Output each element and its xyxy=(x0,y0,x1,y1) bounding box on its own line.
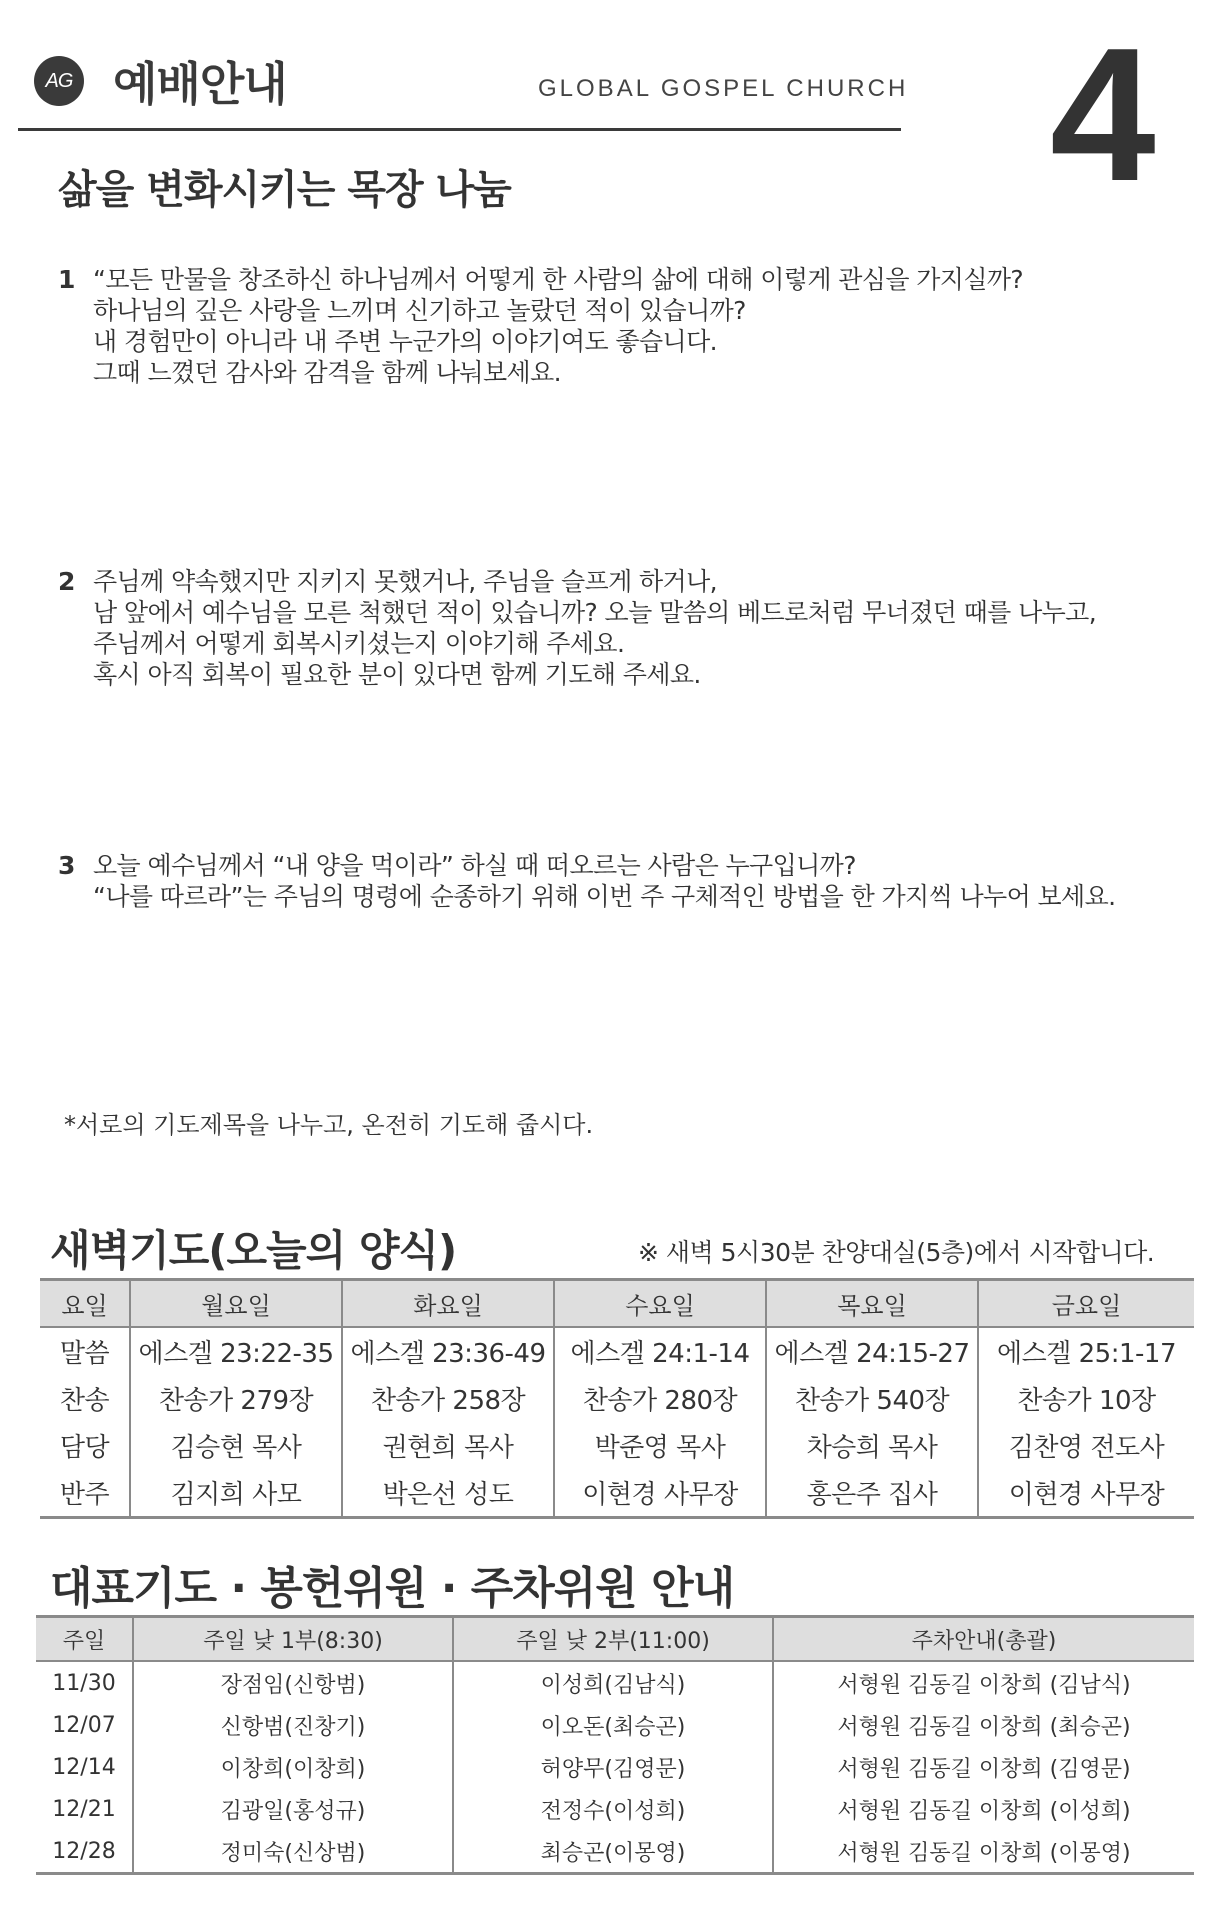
table-cell: 전정수(이성희) xyxy=(453,1788,773,1830)
date-cell: 11/30 xyxy=(52,1670,116,1696)
question-line: 내 경험만이 아니라 내 주변 누군가의 이야기여도 좋습니다. xyxy=(93,327,717,356)
table-header-row xyxy=(40,1280,1194,1328)
column-header: 월요일 xyxy=(130,1280,342,1328)
church-name: GLOBAL GOSPEL CHURCH xyxy=(538,75,909,102)
question-line: 하나님의 깊은 사랑을 느끼며 신기하고 놀랐던 적이 있습니까? xyxy=(93,296,746,325)
table-cell: 찬송가 280장 xyxy=(554,1375,766,1422)
table-cell: 에스겔 23:36-49 xyxy=(342,1327,554,1375)
table-cell: 장점임(신항범) xyxy=(133,1661,453,1704)
row-label: 반주 xyxy=(40,1469,130,1518)
table-row xyxy=(40,1469,1194,1518)
date-cell: 12/21 xyxy=(52,1796,116,1822)
table-cell: 서형원 김동길 이창희 (이성희) xyxy=(773,1788,1194,1830)
table-cell: 이현경 사무장 xyxy=(978,1469,1194,1518)
question-number: 1 xyxy=(58,265,76,294)
column-header: 주차안내(총괄) xyxy=(773,1617,1194,1662)
question-line: 남 앞에서 예수님을 모른 척했던 적이 있습니까? 오늘 말씀의 베드로처럼 무너졌던 때를 나누고, xyxy=(93,598,1097,627)
question-line: 그때 느꼈던 감사와 감격을 함께 나눠보세요. xyxy=(93,358,561,387)
column-header: 목요일 xyxy=(766,1280,978,1328)
column-header: 요일 xyxy=(40,1280,130,1328)
column-header: 주일 낮 2부(11:00) xyxy=(453,1617,773,1662)
row-label: 담당 xyxy=(59,1433,110,1463)
date-cell: 12/07 xyxy=(52,1712,116,1738)
table-cell: 서형원 김동길 이창희 (이몽영) xyxy=(773,1830,1194,1874)
table-cell: 김승현 목사 xyxy=(130,1422,342,1469)
table-header-row xyxy=(36,1617,1194,1662)
table-cell: 이현경 사무장 xyxy=(554,1469,766,1518)
table-cell: 홍은주 집사 xyxy=(766,1469,978,1518)
header-divider xyxy=(18,128,901,131)
table-cell: 서형원 김동길 이창희 (최승곤) xyxy=(773,1704,1194,1746)
table-cell: 신항범(진창기) xyxy=(133,1704,453,1746)
table-cell: 김광일(홍성규) xyxy=(133,1788,453,1830)
table-cell: 에스겔 23:22-35 xyxy=(130,1327,342,1375)
table-row xyxy=(36,1788,1194,1830)
table-row xyxy=(36,1661,1194,1704)
table-cell: 박준영 목사 xyxy=(554,1422,766,1469)
date-cell: 12/28 xyxy=(36,1830,133,1874)
question-line: 주님께 약속했지만 지키지 못했거나, 주님을 슬프게 하거나, xyxy=(93,567,717,596)
page-number: 4 xyxy=(1050,9,1156,221)
table-row xyxy=(40,1375,1194,1422)
duty-table xyxy=(36,1615,1194,1875)
dawn-prayer-title: 새벽기도(오늘의 양식) xyxy=(50,1226,457,1275)
column-header: 화요일 xyxy=(342,1280,554,1328)
section-title: 예배안내 xyxy=(113,57,287,111)
dawn-prayer-note: ※ 새벽 5시30분 찬양대실(5층)에서 시작합니다. xyxy=(638,1238,1155,1267)
table-row xyxy=(36,1830,1194,1874)
row-label: 찬송 xyxy=(59,1386,110,1416)
table-cell: 에스겔 24:1-14 xyxy=(554,1327,766,1375)
question-number: 2 xyxy=(58,567,76,596)
question-line: 혹시 아직 회복이 필요한 분이 있다면 함께 기도해 주세요. xyxy=(93,660,701,689)
table-cell: 에스겔 24:15-27 xyxy=(766,1327,978,1375)
column-header: 금요일 xyxy=(978,1280,1194,1328)
column-header: 수요일 xyxy=(554,1280,766,1328)
table-row xyxy=(40,1327,1194,1375)
table-cell: 에스겔 25:1-17 xyxy=(978,1327,1194,1375)
table-cell: 찬송가 10장 xyxy=(978,1375,1194,1422)
column-header: 주일 낮 1부(8:30) xyxy=(133,1617,453,1662)
church-logo xyxy=(34,56,84,106)
table-cell: 정미숙(신상범) xyxy=(133,1830,453,1874)
question-line: “모든 만물을 창조하신 하나님께서 어떻게 한 사람의 삶에 대해 이렇게 관심을 가지실까? xyxy=(93,265,1024,294)
question-line: 오늘 예수님께서 “내 양을 먹이라” 하실 때 떠오르는 사람은 누구입니까? xyxy=(93,851,856,880)
logo-text: AG xyxy=(45,69,73,92)
table-cell: 이성희(김남식) xyxy=(453,1661,773,1704)
duty-title: 대표기도 · 봉헌위원 · 주차위원 안내 xyxy=(50,1563,735,1614)
table-cell: 서형원 김동길 이창희 (김영문) xyxy=(773,1746,1194,1788)
table-cell: 김찬영 전도사 xyxy=(978,1422,1194,1469)
table-row xyxy=(36,1746,1194,1788)
table-cell: 서형원 김동길 이창희 (김남식) xyxy=(773,1661,1194,1704)
table-cell: 찬송가 258장 xyxy=(342,1375,554,1422)
dawn-prayer-table xyxy=(40,1278,1194,1519)
table-row xyxy=(40,1422,1194,1469)
column-header: 주일 xyxy=(36,1617,133,1662)
table-cell: 권현희 목사 xyxy=(342,1422,554,1469)
table-cell: 김지희 사모 xyxy=(130,1469,342,1518)
table-cell: 찬송가 279장 xyxy=(130,1375,342,1422)
table-cell: 이오돈(최승곤) xyxy=(453,1704,773,1746)
date-cell: 12/14 xyxy=(52,1754,116,1780)
table-cell: 허양무(김영문) xyxy=(453,1746,773,1788)
table-row xyxy=(36,1704,1194,1746)
table-cell: 이창희(이창희) xyxy=(133,1746,453,1788)
prayer-note: *서로의 기도제목을 나누고, 온전히 기도해 줍시다. xyxy=(64,1111,594,1139)
table-cell: 차승희 목사 xyxy=(766,1422,978,1469)
row-label: 말씀 xyxy=(59,1339,110,1369)
question-number: 3 xyxy=(58,851,76,880)
table-cell: 최승곤(이몽영) xyxy=(453,1830,773,1874)
sharing-title: 삶을 변화시키는 목장 나눔 xyxy=(58,167,511,213)
table-cell: 박은선 성도 xyxy=(342,1469,554,1518)
table-cell: 찬송가 540장 xyxy=(766,1375,978,1422)
question-line: 주님께서 어떻게 회복시키셨는지 이야기해 주세요. xyxy=(93,629,625,658)
question-line: “나를 따르라”는 주님의 명령에 순종하기 위해 이번 주 구체적인 방법을 한 가지씩 나누어 보세요. xyxy=(93,882,1116,911)
